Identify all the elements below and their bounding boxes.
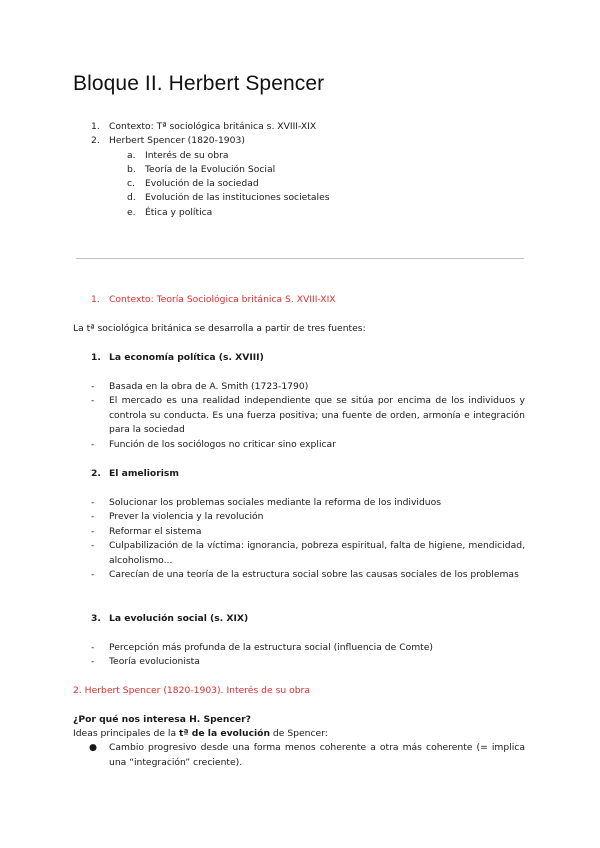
toc-item: Herbert Spencer (1820-1903): [109, 135, 245, 146]
subsection-heading: La economía política (s. XVIII): [109, 352, 264, 363]
list-item: Función de los sociólogos no criticar sino explicar: [109, 439, 336, 450]
ideas-line: [73, 727, 328, 741]
subsection-number: 3.: [91, 613, 101, 624]
page-title: Bloque II. Herbert Spencer: [73, 72, 325, 95]
list-item: Teoría evolucionista: [109, 656, 200, 667]
toc-subitem: Interés de su obra: [145, 150, 229, 161]
ideas-suffix: de Spencer:: [270, 728, 328, 739]
toc-number: 1.: [91, 121, 100, 132]
section-number: 1.: [91, 294, 100, 305]
toc-subnumber: e.: [127, 207, 136, 218]
dash-marker: -: [91, 569, 95, 580]
list-item: El mercado es una realidad independiente que se sitúa por encima de los individuos y controla su conducta. Es una fuerza positiva; una fuente de orden, armonía e integración para la sociedad: [109, 395, 525, 435]
ideas-prefix: Ideas principales de la: [73, 728, 180, 739]
toc-item: Contexto: Tª sociológica británica s. XVIII-XIX: [109, 121, 317, 132]
bullet-marker: ●: [89, 742, 98, 753]
dash-marker: -: [91, 511, 95, 522]
dash-marker: -: [91, 381, 95, 392]
list-item: Reformar el sistema: [109, 526, 202, 537]
toc-subitem: Ética y política: [145, 207, 213, 218]
dash-marker: -: [91, 540, 95, 551]
subsection-heading: El ameliorism: [109, 468, 179, 479]
list-item: Carecían de una teoría de la estructura social sobre las causas sociales de los problemas: [109, 569, 519, 580]
question-heading: ¿Por qué nos interesa H. Spencer?: [73, 714, 251, 725]
section-heading: Contexto: Teoría Sociológica británica S. XVIII-XIX: [109, 294, 336, 305]
toc-subnumber: c.: [127, 178, 135, 189]
toc-subitem: Evolución de la sociedad: [145, 178, 259, 189]
list-item: Prever la violencia y la revolución: [109, 511, 264, 522]
toc-subitem: Teoría de la Evolución Social: [145, 164, 276, 175]
toc-subnumber: b.: [127, 164, 136, 175]
intro-text: La tª sociológica británica se desarrolla a partir de tres fuentes:: [73, 323, 366, 334]
list-item: Percepción más profunda de la estructura social (influencia de Comte): [109, 642, 434, 653]
dash-marker: -: [91, 395, 95, 406]
list-item: Culpabilización de la víctima: ignorancia, pobreza espiritual, falta de higiene, mendicidad, alcoholismo...: [109, 540, 525, 566]
subsection-heading: La evolución social (s. XIX): [109, 613, 249, 624]
dash-marker: -: [91, 526, 95, 537]
section-heading: 2. Herbert Spencer (1820-1903). Interés de su obra: [73, 685, 310, 696]
toc-number: 2.: [91, 135, 100, 146]
toc-subitem: Evolución de las instituciones societales: [145, 192, 330, 203]
dash-marker: -: [91, 439, 95, 450]
list-item: Cambio progresivo desde una forma menos coherente a otra más coherente (= implica una “integración” creciente).: [109, 742, 525, 768]
toc-subnumber: d.: [127, 192, 136, 203]
list-item: Solucionar los problemas sociales mediante la reforma de los individuos: [109, 497, 442, 508]
ideas-bold: tª de la evolución: [179, 728, 271, 739]
toc-subnumber: a.: [127, 150, 136, 161]
dash-marker: -: [91, 642, 95, 653]
dash-marker: -: [91, 497, 95, 508]
dash-marker: -: [91, 656, 95, 667]
list-item: Basada en la obra de A. Smith (1723-1790): [109, 381, 309, 392]
subsection-number: 1.: [91, 352, 101, 363]
subsection-number: 2.: [91, 468, 101, 479]
horizontal-divider: [76, 258, 524, 259]
